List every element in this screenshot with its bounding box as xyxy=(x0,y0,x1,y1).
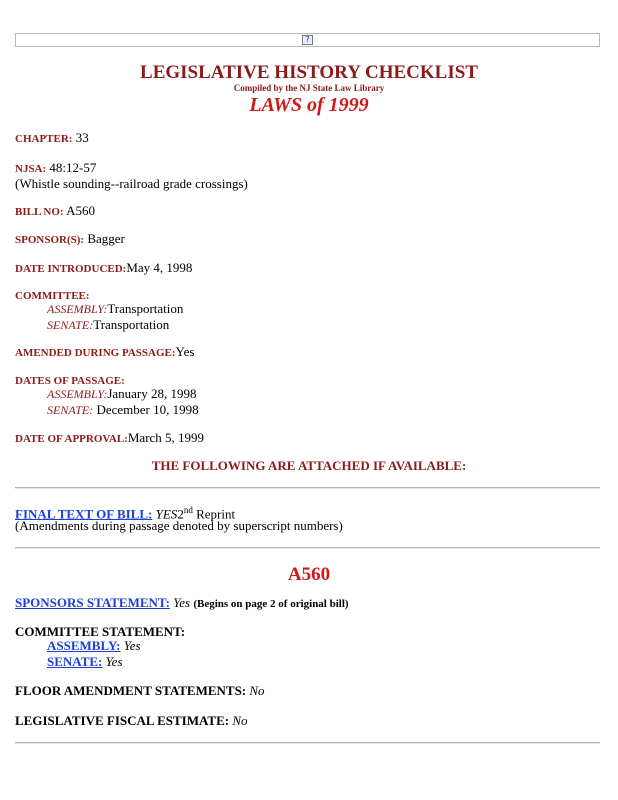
committee-statement-senate-row xyxy=(47,654,123,670)
committee-senate-label: SENATE: xyxy=(47,318,94,332)
broken-image-icon[interactable]: ? xyxy=(302,35,313,45)
page-title: LEGISLATIVE HISTORY CHECKLIST xyxy=(140,62,478,83)
committee-statement-assembly-row xyxy=(47,638,141,654)
floor-amendment-label: FLOOR AMENDMENT STATEMENTS: xyxy=(15,683,247,698)
committee-statement-senate-value: Yes xyxy=(105,654,123,669)
chapter-row xyxy=(15,130,89,147)
sponsors-statement-row xyxy=(15,595,349,612)
sponsors-value: Bagger xyxy=(87,231,125,246)
njsa-row xyxy=(15,160,96,177)
final-text-superscript: nd xyxy=(183,505,193,515)
divider xyxy=(15,487,600,489)
committee-label: COMMITTEE: xyxy=(15,290,90,302)
laws-year-heading: LAWS of 1999 xyxy=(249,94,369,116)
fiscal-estimate-label: LEGISLATIVE FISCAL ESTIMATE: xyxy=(15,713,230,728)
passage-assembly-value: January 28, 1998 xyxy=(107,386,197,401)
final-text-note: (Amendments during passage denoted by superscript numbers) xyxy=(15,518,343,533)
passage-senate-row xyxy=(47,402,199,418)
bill-number-heading: A560 xyxy=(287,564,331,585)
divider xyxy=(15,547,600,549)
passage-assembly-row xyxy=(47,386,197,402)
fiscal-estimate-value: No xyxy=(232,713,248,728)
committee-senate-row xyxy=(47,317,169,333)
committee-statement-label: COMMITTEE STATEMENT: xyxy=(15,624,186,639)
sponsors-statement-value: Yes xyxy=(173,595,191,610)
njsa-description: (Whistle sounding--railroad grade crossings) xyxy=(15,176,248,191)
sponsors-label: SPONSOR(S): xyxy=(15,234,85,246)
sponsors-statement-link[interactable]: SPONSORS STATEMENT: xyxy=(15,595,170,610)
top-banner-frame xyxy=(15,33,600,47)
bill-no-row xyxy=(15,203,95,220)
date-introduced-value: May 4, 1998 xyxy=(126,260,193,275)
bill-no-value: A560 xyxy=(66,203,96,218)
bill-no-label: BILL NO: xyxy=(15,206,64,218)
committee-statement-senate-link[interactable]: SENATE: xyxy=(47,654,103,669)
passage-senate-label: SENATE: xyxy=(47,403,94,417)
committee-statement-assembly-link[interactable]: ASSEMBLY: xyxy=(47,638,121,653)
chapter-label: CHAPTER: xyxy=(15,133,73,145)
committee-senate-value: Transportation xyxy=(93,317,170,332)
floor-amendment-row xyxy=(15,683,265,699)
approval-value: March 5, 1999 xyxy=(127,430,205,445)
approval-row xyxy=(15,430,204,447)
njsa-value: 48:12-57 xyxy=(49,160,97,175)
date-introduced-label: DATE INTRODUCED: xyxy=(15,263,127,275)
floor-amendment-value: No xyxy=(249,683,265,698)
divider xyxy=(15,742,600,744)
passage-label: DATES OF PASSAGE: xyxy=(15,375,125,387)
final-text-reprint: Reprint xyxy=(192,506,236,522)
sponsors-row xyxy=(15,231,125,248)
committee-assembly-row xyxy=(47,301,183,317)
final-text-yes: YES xyxy=(155,506,178,522)
page-subtitle: Compiled by the NJ State Law Library xyxy=(233,83,385,93)
amended-label: AMENDED DURING PASSAGE: xyxy=(15,347,176,359)
passage-senate-value: December 10, 1998 xyxy=(93,402,199,417)
passage-assembly-label: ASSEMBLY: xyxy=(47,387,108,401)
chapter-value: 33 xyxy=(75,130,89,145)
sponsors-statement-note: (Begins on page 2 of original bill) xyxy=(193,598,349,610)
amended-value: Yes xyxy=(175,344,195,359)
attached-heading: THE FOLLOWING ARE ATTACHED IF AVAILABLE: xyxy=(151,458,467,473)
date-introduced-row xyxy=(15,260,192,277)
approval-label: DATE OF APPROVAL: xyxy=(15,433,128,445)
committee-assembly-label: ASSEMBLY: xyxy=(47,302,108,316)
committee-assembly-value: Transportation xyxy=(107,301,184,316)
committee-statement-assembly-value: Yes xyxy=(123,638,141,653)
njsa-label: NJSA: xyxy=(15,163,47,175)
final-text-number: 2 xyxy=(177,506,184,522)
fiscal-estimate-row xyxy=(15,713,248,729)
final-text-link[interactable]: FINAL TEXT OF BILL: xyxy=(15,506,153,522)
amended-row xyxy=(15,344,194,361)
